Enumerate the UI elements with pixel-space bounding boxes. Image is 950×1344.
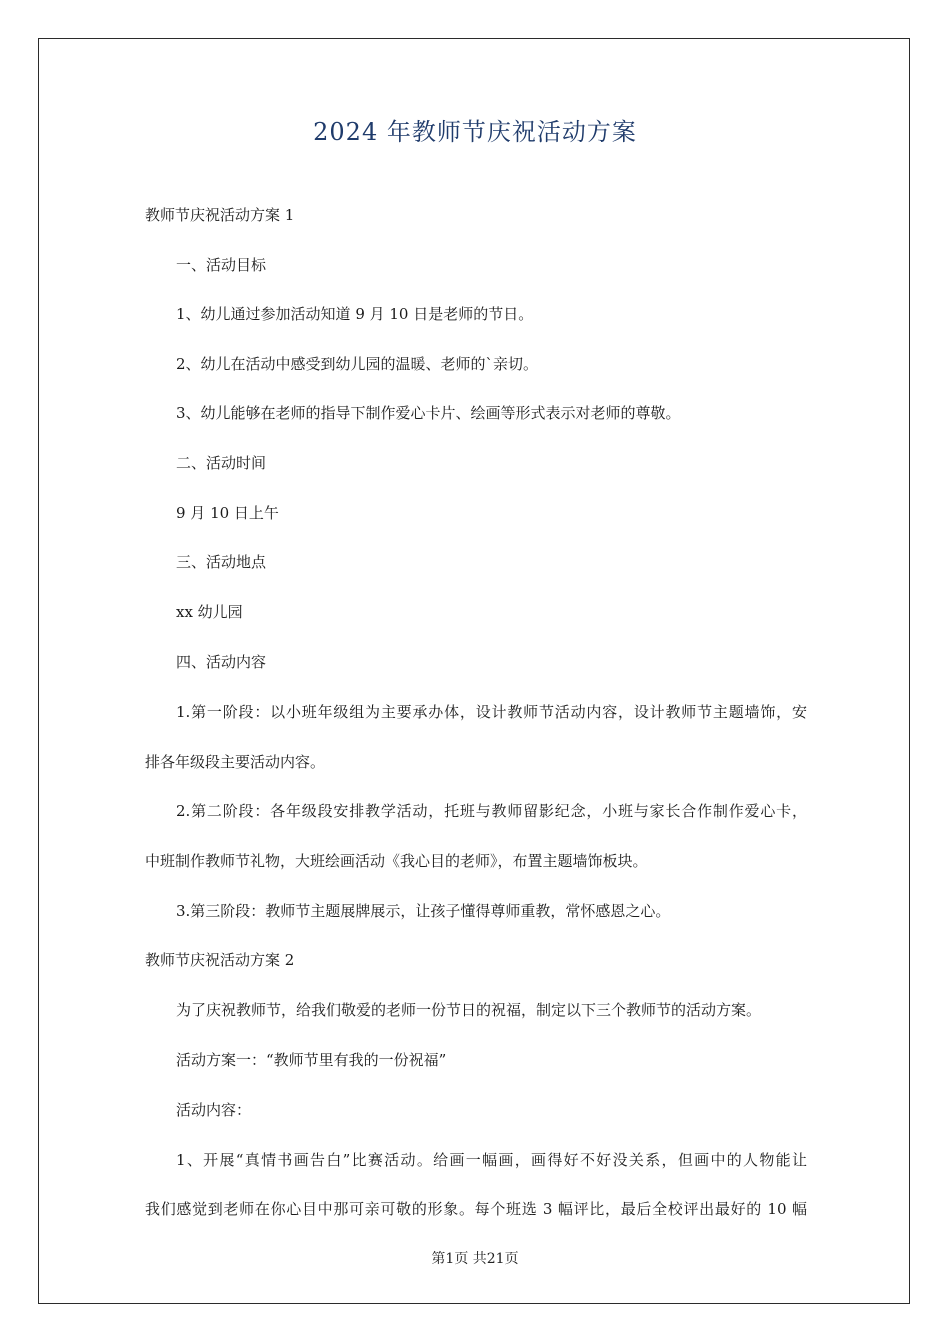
- location-value: xx 幼儿园: [176, 603, 243, 621]
- goal-item-1: 1、幼儿通过参加活动知道 9 月 10 日是老师的节日。: [176, 305, 534, 323]
- stage-2-line-1: 2.第二阶段：各年级段安排教学活动，托班与教师留影纪念，小班与家长合作制作爱心卡，: [176, 802, 807, 820]
- heading-time: 二、活动时间: [176, 454, 267, 472]
- stage-2-line-2: 中班制作教师节礼物，大班绘画活动《我心目的老师》，布置主题墙饰板块。: [145, 852, 648, 870]
- plan-one-heading: 活动方案一：“教师节里有我的一份祝福”: [176, 1051, 447, 1069]
- stage-1-line-2: 排各年级段主要活动内容。: [145, 753, 326, 771]
- plan-item-1-line-1: 1、开展“真情书画告白”比赛活动。给画一幅画，画得好不好没关系，但画中的人物能让: [176, 1151, 807, 1169]
- stage-1-line-1: 1.第一阶段：以小班年级组为主要承办体，设计教师节活动内容，设计教师节主题墙饰，安: [176, 703, 807, 721]
- intro-paragraph: 为了庆祝教师节，给我们敬爱的老师一份节日的祝福，制定以下三个教师节的活动方案。: [176, 1001, 762, 1019]
- heading-content: 四、活动内容: [176, 653, 267, 671]
- page-border: [38, 38, 910, 1304]
- goal-item-2: 2、幼儿在活动中感受到幼儿园的温暖、老师的`亲切。: [176, 355, 539, 373]
- section-heading-2: 教师节庆祝活动方案 2: [145, 951, 295, 969]
- time-value: 9 月 10 日上午: [176, 504, 279, 522]
- section-heading-1: 教师节庆祝活动方案 1: [145, 206, 295, 224]
- stage-3-line: 3.第三阶段：教师节主题展牌展示，让孩子懂得尊师重教，常怀感恩之心。: [176, 902, 671, 920]
- heading-goals: 一、活动目标: [176, 256, 267, 274]
- plan-item-1-line-2: 我们感觉到老师在你心目中那可亲可敬的形象。每个班选 3 幅评比，最后全校评出最好的 10 幅: [145, 1200, 807, 1218]
- page-footer: 第1页 共21页: [431, 1251, 519, 1267]
- heading-location: 三、活动地点: [176, 553, 267, 571]
- goal-item-3: 3、幼儿能够在老师的指导下制作爱心卡片、绘画等形式表示对老师的尊敬。: [176, 404, 681, 422]
- document-title: 2024 年教师节庆祝活动方案: [313, 118, 637, 146]
- plan-content-label: 活动内容：: [176, 1101, 252, 1119]
